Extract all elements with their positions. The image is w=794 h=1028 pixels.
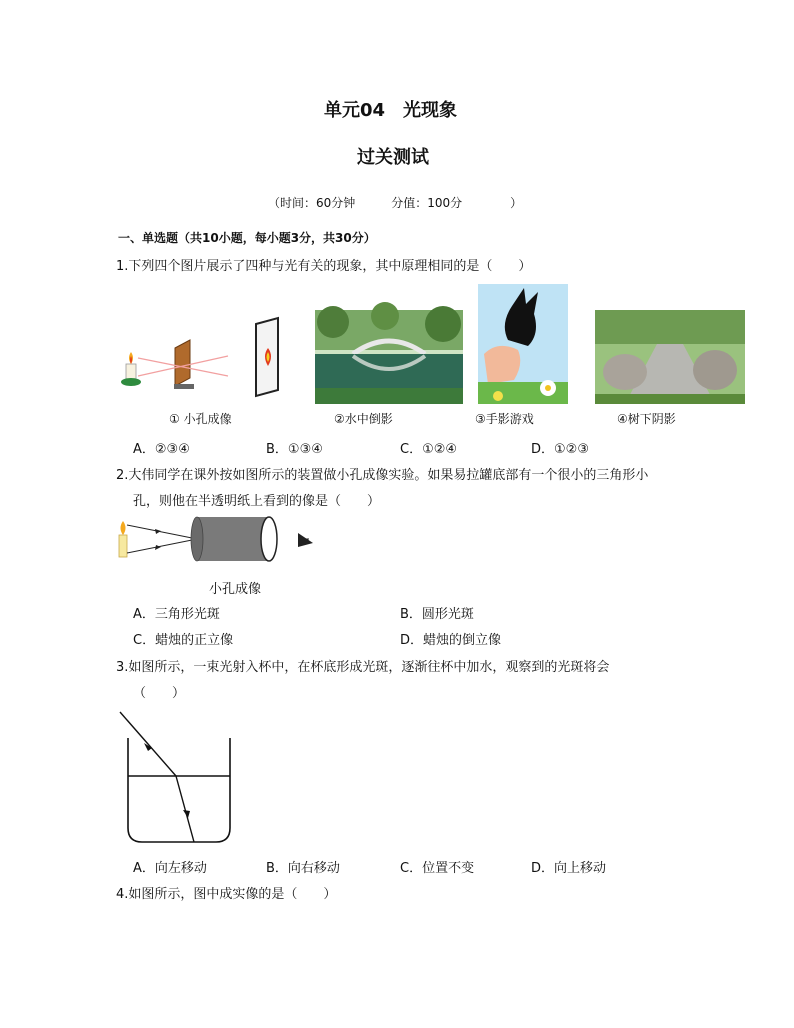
cup-refraction-figure — [118, 710, 238, 845]
page-subtitle: 过关测试 — [357, 147, 429, 168]
exam-meta: （时间：60分钟 分值：100分 ） — [268, 196, 523, 210]
question-number: 1. — [116, 259, 129, 274]
option-c[interactable]: C．①②④ — [400, 442, 458, 457]
page-title: 单元04 光现象 — [324, 100, 458, 121]
tree-shadow-photo — [595, 310, 745, 404]
hand-shadow-photo — [478, 284, 568, 404]
option-b[interactable]: B．圆形光斑 — [400, 607, 474, 622]
pinhole-camera-figure — [115, 517, 325, 572]
option-a[interactable]: A．三角形光斑 — [133, 607, 220, 622]
water-reflection-photo — [315, 310, 463, 404]
question-text: 下列四个图片展示了四种与光有关的现象，其中原理相同的是（ ） — [128, 259, 532, 274]
question-number: 3. — [116, 660, 129, 675]
question-4 — [116, 883, 336, 902]
figure-caption: 小孔成像 — [209, 582, 262, 597]
option-b[interactable]: B．向右移动 — [266, 861, 340, 876]
question-number: 2. — [116, 468, 129, 483]
question-number: 4. — [116, 887, 129, 902]
option-d[interactable]: D．向上移动 — [531, 861, 607, 876]
question-3-line2: （ ） — [133, 686, 186, 701]
question-1 — [116, 255, 531, 274]
question-2-line2: 孔，则他在半透明纸上看到的像是（ ） — [133, 494, 381, 509]
option-b[interactable]: B．①③④ — [266, 442, 323, 457]
option-c[interactable]: C．蜡烛的正立像 — [133, 633, 234, 648]
question-text: 如图所示，一束光射入杯中，在杯底形成光斑，逐渐往杯中加水，观察到的光斑将会 — [128, 660, 610, 675]
option-c[interactable]: C．位置不变 — [400, 861, 475, 876]
caption-2: ②水中倒影 — [334, 412, 393, 426]
option-a[interactable]: A．向左移动 — [133, 861, 207, 876]
option-d[interactable]: D．①②③ — [531, 442, 589, 457]
caption-4: ④树下阴影 — [617, 412, 676, 426]
caption-1: ① 小孔成像 — [169, 412, 232, 426]
question-text: 如图所示，图中成实像的是（ ） — [128, 887, 337, 902]
caption-3: ③手影游戏 — [475, 412, 534, 426]
option-d[interactable]: D．蜡烛的倒立像 — [400, 633, 502, 648]
question-2 — [116, 464, 648, 483]
question-text: 大伟同学在课外按如图所示的装置做小孔成像实验。如果易拉罐底部有一个很小的三角形小 — [128, 468, 649, 483]
question-3 — [116, 656, 609, 675]
section-heading: 一、单选题（共10小题，每小题3分，共30分） — [118, 231, 376, 245]
pinhole-figure — [120, 318, 290, 393]
option-a[interactable]: A．②③④ — [133, 442, 190, 457]
